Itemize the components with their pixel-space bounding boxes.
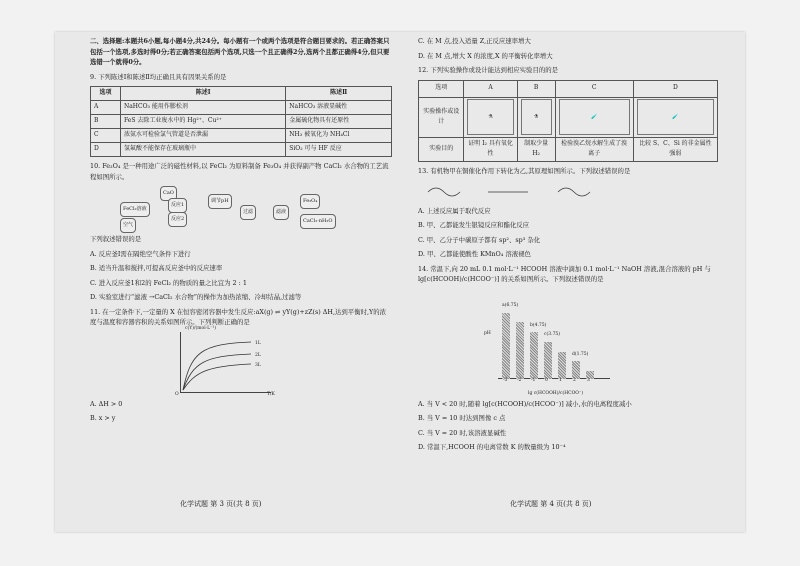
option: C. 当 V = 20 时,该溶液显碱性 (418, 428, 507, 437)
option: B. 甲、乙都能发生银镜反应和酯化反应 (418, 221, 530, 229)
cell: 氢氟酸不能保存在玻璃瓶中 (120, 143, 285, 157)
col-header: 陈述Ⅱ (286, 87, 392, 101)
flow-node: 反应2 (168, 212, 187, 227)
question-14: 14. 常温下,向 20 mL 0.1 mol·L⁻¹ HCOOH 溶液中滴加 0.1 mol·L⁻¹ NaOH 溶液,混合溶液的 pH 与 lg[c(HCOOH)/c(HCOO⁻)] 的关系如图所示。下列叙述错误的是 (418, 264, 711, 283)
x-tick-label: 0 (545, 378, 548, 383)
cell: 检验溴乙烷水解生成了溴离子 (555, 137, 633, 161)
question-10: 10. Fe₃O₄ 是一种用途广泛的磁性材料,以 FeCl₂ 为原料制备 Fe₃O₄ 并获得副产物 CaCl₂ 水合物的工艺流程如图所示。 (90, 162, 389, 181)
option: A. 反应釜Ⅰ需在隔绝空气条件下进行 (90, 249, 191, 258)
option: D. 常温下,HCOOH 的电离常数 K 的数量级为 10⁻⁴ (418, 443, 566, 451)
x-tick-label: -3 (503, 378, 508, 383)
cell: B (91, 115, 121, 129)
option: B. 当 V = 10 时达到图像 c 点 (418, 414, 506, 422)
cell: 金属硫化物具有还原性 (286, 115, 392, 129)
q10-lead: 下列叙述错误的是 (90, 235, 142, 243)
chart-bar (530, 332, 538, 378)
reaction-scheme (418, 180, 618, 202)
option: D. 甲、乙都能使酸性 KMnO₄ 溶液褪色 (418, 250, 531, 258)
curve-label: 2L (255, 352, 261, 358)
table-row (419, 97, 718, 137)
origin-label: O (175, 391, 179, 397)
col-header: 选项 (91, 87, 121, 101)
point-label: a(6.75) (502, 303, 519, 309)
cell: 浓氨水可检验氯气管道是否泄漏 (120, 129, 285, 143)
row-label: 实验操作或设计 (419, 97, 464, 137)
flow-node: 过滤 (240, 205, 256, 220)
col-header: D (633, 80, 717, 97)
right-page (418, 36, 718, 457)
question-12: 12. 下列实验操作或设计能达到相应实验目的的是 (418, 66, 559, 74)
row-label: 实验目的 (419, 137, 464, 161)
question-13: 13. 有机物甲在铜催化作用下转化为乙,其原理如图所示。下列叙述错误的是 (418, 166, 631, 175)
option: D. 实验室进行“滤液 →CaCl₂ 水合物”的操作为加热浓缩、冷却结晶,过滤等 (90, 293, 302, 301)
cell: SiO₂ 可与 HF 反应 (286, 143, 392, 157)
x-tick-label: -2 (517, 378, 522, 383)
flow-node: 滤液 (273, 205, 289, 220)
option: C. 甲、乙分子中碳原子都有 sp²、sp³ 杂化 (418, 235, 541, 244)
cell: NaHCO₃ 能用作膨松剂 (120, 101, 285, 115)
question-11: 11. 在一定条件下,一定量的 X 在恒容密闭容器中发生反应:aX(g) ⇌ yY(g)+zZ(s) ΔH,达到平衡时,Y的浓度与温度和容器容积的关系如图所示。下列判断正确的是 (90, 307, 387, 326)
left-page (90, 36, 392, 428)
table-row (91, 129, 392, 143)
col-header: 选项 (419, 80, 464, 97)
col-header: C (555, 80, 633, 97)
cell: NaHCO₃ 溶液显碱性 (286, 101, 392, 115)
chart-bar (544, 342, 552, 379)
option: A. ΔH > 0 (90, 399, 123, 408)
cell: 制取少量 H₂ (517, 137, 555, 161)
x-tick-label: 1 (559, 378, 562, 383)
cell: NH₃ 被氧化为 NH₄Cl (286, 129, 392, 143)
curve-label: 3L (255, 362, 261, 368)
flow-node: 空气 (120, 218, 136, 233)
y-axis-label: c(Y)/(mol·L⁻¹) (185, 325, 217, 331)
option: D. 在 M 点,增大 X 的浓度,X 的平衡转化率增大 (418, 51, 553, 60)
apparatus-image: 🧪 (633, 97, 717, 137)
y-axis-label: pH (484, 330, 491, 336)
cell: 证明 I₂ 具有氧化性 (464, 137, 517, 161)
table-row (91, 101, 392, 115)
apparatus-image: ⚗ (464, 97, 517, 137)
ph-bar-chart (484, 289, 618, 399)
point-label: b(4.75) (530, 322, 547, 328)
cell: D (91, 143, 121, 157)
section-heading: 二、选择题:本题共6小题,每小题4分,共24分。每小题有一个或两个选项是符合题目要求的。若正确答案只包括一个选项,多选时得0分;若正确答案包括两个选项,只选一个且正确得2分,选两个且都正确得4分,但只要选错一个就得0分。 (90, 37, 390, 66)
apparatus-image: 🧪 (555, 97, 633, 137)
table-row (419, 137, 718, 161)
option: A. 当 V < 20 时,随着 lg[c(HCOOH)/c(HCOO⁻)] 减小,水的电离程度减小 (418, 399, 632, 408)
point-label: c(3.75) (544, 332, 561, 338)
cell: C (91, 129, 121, 143)
apparatus-image: ⚗ (517, 97, 555, 137)
table-row (91, 115, 392, 129)
col-header: B (517, 80, 555, 97)
option: A. 上述反应属于取代反应 (418, 206, 491, 215)
flow-node: FeCl₂溶液 (120, 202, 150, 217)
x-axis-label: T/K (267, 391, 275, 397)
curve-label: 1L (255, 340, 261, 346)
flow-node: CaO (160, 186, 177, 201)
option: B. x > y (90, 414, 116, 422)
question-9: 9. 下列陈述Ⅰ和陈述Ⅱ均正确且具有因果关系的是 (90, 72, 227, 81)
point-label: d(1.75) (572, 351, 589, 357)
flow-node: CaCl₂·nH₂O (300, 214, 336, 229)
x-axis-label: lg c(HCOOH)/c(HCOO⁻) (528, 390, 584, 396)
page-footer: 化学试题 第 3 页(共 8 页) (180, 500, 262, 508)
q9-table (90, 86, 392, 157)
option: C. 在 M 点,投入适量 Z,正反应速率增大 (418, 37, 531, 45)
q12-table (418, 80, 718, 162)
flow-node: 调节pH (208, 194, 232, 209)
table-row (91, 143, 392, 157)
option: B. 适当升温和搅拌,可提高反应釜中的反应速率 (90, 264, 223, 272)
flow-node: Fe₃O₄ (300, 194, 320, 209)
process-flow-diagram (90, 186, 392, 230)
chart-bar (558, 352, 566, 379)
chart-bar (516, 322, 524, 378)
col-header: 陈述Ⅰ (120, 87, 285, 101)
q11-plot (175, 325, 275, 397)
col-header: A (464, 80, 517, 97)
page-footer: 化学试题 第 4 页(共 8 页) (510, 500, 592, 508)
option: C. 进入反应釜1和2的 FeCl₂ 的物质的量之比宜为 2 : 1 (90, 278, 247, 287)
cell: FeS 去除工业废水中的 Hg²⁺、Cu²⁺ (120, 115, 285, 129)
cell: 比较 S、C、Si 的非金属性强弱 (633, 137, 717, 161)
x-tick-label: 2 (573, 378, 576, 383)
x-tick-label: -1 (531, 378, 536, 383)
chart-bar (502, 313, 510, 379)
flow-node: 反应1 (168, 198, 187, 213)
x-tick-label: 3 (587, 378, 590, 383)
cell: A (91, 101, 121, 115)
